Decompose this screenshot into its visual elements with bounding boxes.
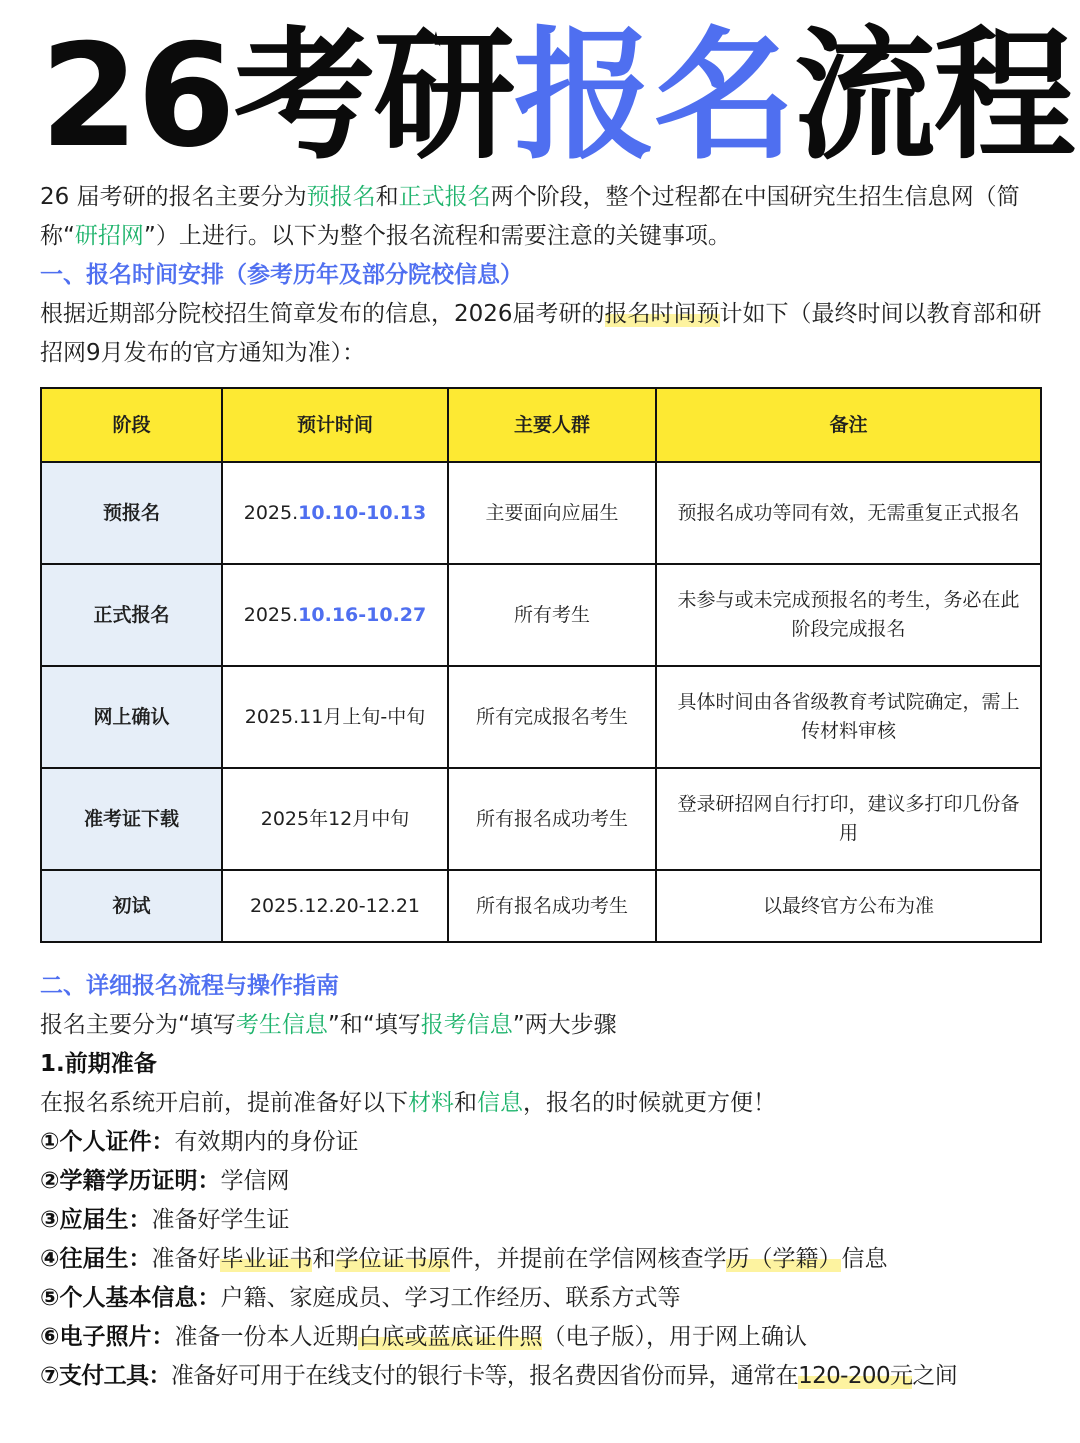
time-cell: 2025.10.16-10.27 [222,564,448,666]
list-item: ④往届生：准备好毕业证书和学位证书原件，并提前在学信网核查学历（学籍）信息 [40,1246,888,1272]
section-heading-schedule: 一、报名时间安排（参考历年及部分院校信息） [40,262,523,288]
list-item: ③应届生：准备好学生证 [40,1207,290,1233]
list-item: ⑥电子照片：准备一份本人近期白底或蓝底证件照（电子版），用于网上确认 [40,1324,807,1350]
time-cell: 2025.10.10-10.13 [222,462,448,564]
table-row [41,462,1041,564]
stage-cell: 初试 [41,870,222,942]
list-item: ①个人证件：有效期内的身份证 [40,1129,359,1155]
table-header-row [41,388,1041,462]
intro-paragraph: 26 届考研的报名主要分为预报名和正式报名两个阶段，整个过程都在中国研究生招生信息网（简称“研招网”）上进行。以下为整个报名流程和需要注意的关键事项。 [40,184,1020,249]
group-cell: 所有考生 [448,564,656,666]
prep-paragraph: 在报名系统开启前，提前准备好以下材料和信息，报名的时候就更方便！ [40,1090,776,1116]
table-row [41,666,1041,768]
table-row [41,870,1041,942]
schedule-table [40,387,1042,943]
group-cell: 主要面向应届生 [448,462,656,564]
table-row [41,564,1041,666]
section-heading-process: 二、详细报名流程与操作指南 [40,973,339,999]
list-item: ⑦支付工具：准备好可用于在线支付的银行卡等，报名费因省份而异，通常在120-200元之间 [40,1363,958,1389]
article-body [40,178,1050,1396]
time-cell: 2025.11月上旬-中旬 [222,666,448,768]
header-time: 预计时间 [222,388,448,462]
steps-paragraph: 报名主要分为“填写考生信息”和“填写报考信息”两大步骤 [40,1012,617,1038]
header-group: 主要人群 [448,388,656,462]
note-cell: 以最终官方公布为准 [656,870,1041,942]
subheading-preparation: 1.前期准备 [40,1051,157,1077]
stage-cell: 预报名 [41,462,222,564]
stage-cell: 正式报名 [41,564,222,666]
list-item: ②学籍学历证明：学信网 [40,1168,290,1194]
list-item: ⑤个人基本信息：户籍、家庭成员、学习工作经历、联系方式等 [40,1285,681,1311]
group-cell: 所有报名成功考生 [448,768,656,870]
group-cell: 所有完成报名考生 [448,666,656,768]
time-cell: 2025年12月中旬 [222,768,448,870]
table-row [41,768,1041,870]
header-stage: 阶段 [41,388,222,462]
header-note: 备注 [656,388,1041,462]
stage-cell: 准考证下载 [41,768,222,870]
schedule-paragraph: 根据近期部分院校招生简章发布的信息，2026届考研的报名时间预计如下（最终时间以教育部和研招网9月发布的官方通知为准）： [40,301,1042,366]
note-cell: 登录研招网自行打印，建议多打印几份备用 [656,768,1041,870]
note-cell: 未参与或未完成预报名的考生，务必在此阶段完成报名 [656,564,1041,666]
stage-cell: 网上确认 [41,666,222,768]
note-cell: 具体时间由各省级教育考试院确定，需上传材料审核 [656,666,1041,768]
page-title: 26考研报名流程 [40,14,1074,179]
time-cell: 2025.12.20-12.21 [222,870,448,942]
group-cell: 所有报名成功考生 [448,870,656,942]
note-cell: 预报名成功等同有效，无需重复正式报名 [656,462,1041,564]
